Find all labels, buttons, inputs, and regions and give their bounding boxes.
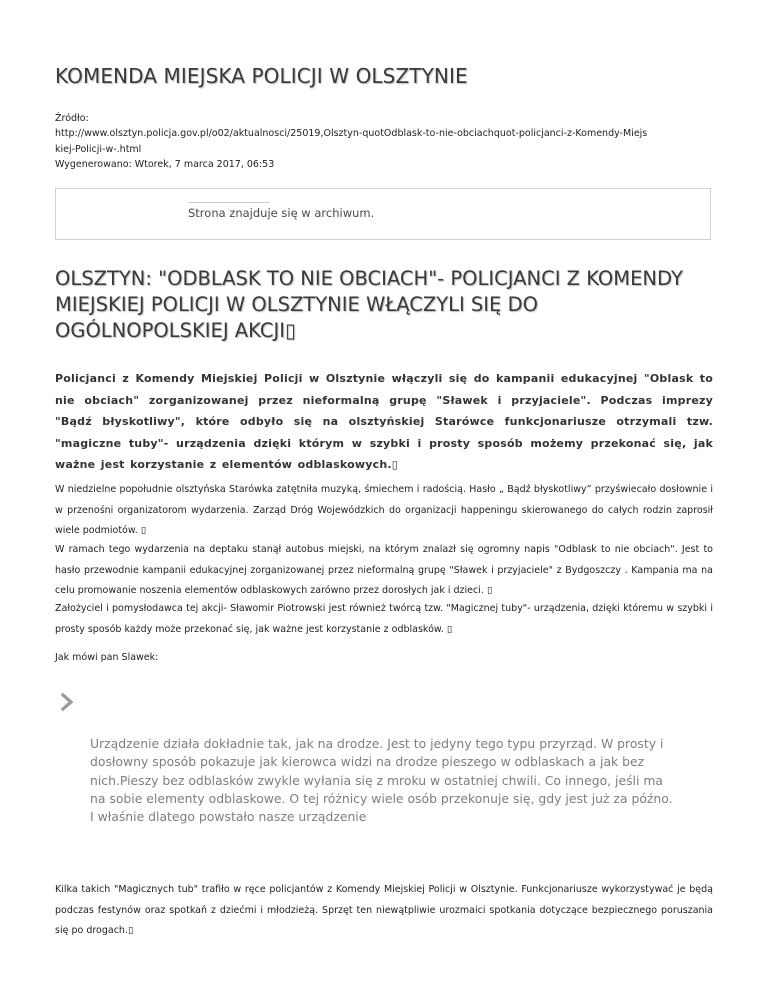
generated-date: Wygenerowano: Wtorek, 7 marca 2017, 06:53 — [55, 158, 275, 170]
archive-notice-box — [55, 188, 711, 240]
paragraph-1 — [55, 480, 713, 542]
paragraph-2-text: W ramach tego wydarzenia na deptaku stanął autobus miejski, na którym znalazł się ogromny napis "Odblask to nie obciach". Jest to hasło przewodnie kampanii edukacyjnej zorganizowanej przez nieformalną grupę "Sławek i przyjaciele" z Bydgoszczy . Kampania ma na celu promowanie noszenia elementów odblaskowych zarówno przez dorosłych jak i dzieci. — [55, 544, 713, 596]
missing-glyph: ▯ — [140, 525, 147, 536]
paragraph-5-text: Kilka takich "Magicznych tub" trafiło w ręce policjantów z Komendy Miejskiej Policji w Olsztynie. Funkcjonariusze wykorzystywać je będą podczas festynów oraz spotkań z dziećmi i młodzieżą. Sprzęt ten niewątpliwie urozmaici spotkania dotyczące bezpiecznego poruszania się po drogach. — [55, 884, 713, 936]
source-url[interactable] — [55, 126, 715, 157]
article-title-text: OLSZTYN: "ODBLASK TO NIE OBCIACH"- POLICJANCI Z KOMENDY MIEJSKIEJ POLICJI W OLSZTYNIE WŁĄCZYLI SIĘ DO OGÓLNOPOLSKIEJ AKCJI — [55, 267, 683, 342]
paragraph-3 — [55, 599, 713, 640]
missing-glyph: ▯ — [391, 458, 399, 471]
source-url-line1[interactable]: http://www.olsztyn.policja.gov.pl/o02/aktualnosci/25019,Olsztyn-quotOdblask-to-nie-obciachquot-policjanci-z-Komendy-Miejs — [55, 128, 648, 140]
quote-text: Urządzenie działa dokładnie tak, jak na drodze. Jest to jedyny tego typu przyrząd. W prosty i dosłowny sposób pokazuje jak kierowca widzi na drodze pieszego w odblaskach a jak bez nich.Pieszy bez odblasków zwykle wyłania się z mroku w ostatniej chwili. Co innego, jeśli ma na sobie elementy odblaskowe. O tej różnicy wiele osób przekonuje się, gdy jest już za późno. I właśnie dlatego powstało nasze urządzenie — [90, 736, 673, 825]
source-url-line2[interactable]: kiej-Policji-w-.html — [55, 143, 142, 155]
paragraph-2 — [55, 540, 713, 602]
chevron-right-icon — [60, 693, 76, 711]
missing-glyph: ▯ — [486, 585, 493, 596]
missing-glyph: ▯ — [446, 623, 453, 635]
source-label: Źródło: — [55, 113, 89, 124]
paragraph-4: Jak mówi pan Slawek: — [55, 652, 159, 663]
paragraph-5 — [55, 880, 713, 942]
article-lead — [55, 368, 713, 476]
missing-glyph: ▯ — [127, 925, 134, 936]
source-meta — [55, 111, 715, 172]
article-lead-text: Policjanci z Komendy Miejskiej Policji w Olsztynie włączyli się do kampanii edukacyjnej "Oblask to nie obciach" zorganizowanej przez nieformalną grupę "Sławek i przyjaciele". Podczas imprezy "Bądź błyskotliwy", które odbyło się na olsztyńskiej Starówce funkcjonariusze otrzymali tzw. "magiczne tuby"- urządzenia dzięki którym w szybki i prosty sposób możemy przekonać się, jak ważne jest korzystanie z elementów odblaskowych. — [55, 372, 713, 471]
archive-divider — [188, 202, 270, 203]
site-title: KOMENDA MIEJSKA POLICJI W OLSZTYNIE — [55, 64, 468, 88]
paragraph-1-text: W niedzielne popołudnie olsztyńska Starówka zatętniła muzyką, śmiechem i radością. Hasło „ Bądź błyskotliwy” przyświecało dosłownie i w przenośni organizatorom wydarzenia. Zarząd Dróg Wojewódzkich do organizacji happeningu skierowanego do całych rodzin zaprosił wiele podmiotów. — [55, 484, 713, 536]
article-title — [55, 266, 715, 344]
missing-glyph: ▯ — [284, 319, 296, 342]
archive-notice: Strona znajduje się w archiwum. — [188, 206, 375, 220]
paragraph-3-text: Założyciel i pomysłodawca tej akcji- Sławomir Piotrowski jest również twórcą tzw. "Magicznej tuby"- urządzenia, dzięki któremu w szybki i prosty sposób każdy może przekonać się, jak ważne jest korzystanie z odblasków. — [55, 603, 713, 635]
